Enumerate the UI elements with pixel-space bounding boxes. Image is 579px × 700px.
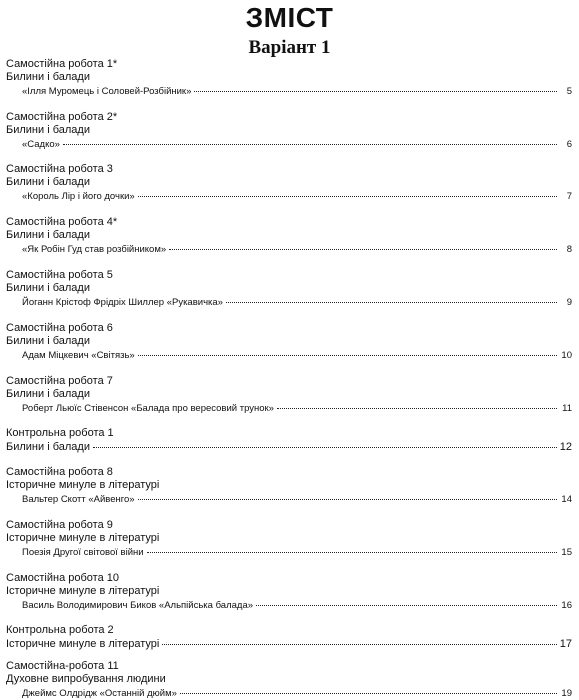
entry-section: Билини і балади bbox=[6, 388, 90, 400]
entry-heading: Самостійна робота 5 bbox=[6, 269, 113, 281]
entry-page-number: 12 bbox=[559, 441, 572, 453]
entry-heading: Самостійна-робота 11 bbox=[6, 660, 119, 672]
entry-heading: Самостійна робота 3 bbox=[6, 163, 113, 175]
entry-page-number: 17 bbox=[559, 638, 572, 650]
dot-leader bbox=[194, 91, 557, 92]
entry-section: Духовне випробування людини bbox=[6, 673, 166, 685]
dot-leader bbox=[180, 693, 557, 694]
entry-page-number: 6 bbox=[566, 139, 572, 150]
entry-item-text: Василь Володимирович Биков «Альпійська балада» bbox=[22, 600, 254, 611]
entry-section: Билини і балади bbox=[6, 282, 90, 294]
toc-entry bbox=[6, 58, 572, 98]
entry-page-number: 9 bbox=[566, 297, 572, 308]
entry-heading: Контрольна робота 2 bbox=[6, 624, 114, 636]
entry-heading: Самостійна робота 9 bbox=[6, 519, 113, 531]
toc-entry bbox=[6, 163, 572, 203]
entry-section: Билини і балади bbox=[6, 229, 90, 241]
dot-leader bbox=[226, 302, 557, 303]
entry-item[interactable] bbox=[6, 687, 572, 700]
toc-entry bbox=[6, 572, 572, 612]
dot-leader bbox=[63, 144, 557, 145]
entry-page-number: 11 bbox=[562, 403, 572, 414]
entry-item-text: Роберт Льюїс Стівенсон «Балада про вересовий трунок» bbox=[22, 403, 274, 414]
entry-section: Билини і балади bbox=[6, 71, 90, 83]
entry-item-text: Поезія Другої світової війни bbox=[22, 547, 144, 558]
dot-leader bbox=[277, 408, 557, 409]
entry-item-text: «Як Робін Гуд став розбійником» bbox=[22, 244, 167, 255]
entry-page-number: 19 bbox=[561, 688, 572, 699]
entry-item[interactable] bbox=[6, 349, 572, 362]
entry-item[interactable] bbox=[6, 402, 572, 415]
entry-heading: Самостійна робота 4* bbox=[6, 216, 118, 228]
dot-leader bbox=[138, 196, 557, 197]
toc-entry bbox=[6, 519, 572, 559]
entry-page-number: 5 bbox=[566, 86, 572, 97]
dot-leader bbox=[138, 499, 557, 500]
dot-leader bbox=[256, 605, 557, 606]
variant-subtitle: Варіант 1 bbox=[248, 37, 331, 58]
entry-item-text: «Садко» bbox=[22, 139, 60, 150]
entry-page-number: 16 bbox=[561, 600, 572, 611]
entry-section: Билини і балади bbox=[6, 335, 90, 347]
toc-entry bbox=[6, 375, 572, 415]
entry-heading: Самостійна робота 6 bbox=[6, 322, 113, 334]
entry-page-number: 14 bbox=[561, 494, 572, 505]
toc-entry bbox=[6, 660, 572, 700]
entry-heading: Самостійна робота 7 bbox=[6, 375, 113, 387]
dot-leader bbox=[93, 447, 557, 448]
entry-item[interactable] bbox=[6, 85, 572, 98]
entry-heading: Контрольна робота 1 bbox=[6, 427, 114, 439]
entry-heading: Самостійна робота 10 bbox=[6, 572, 119, 584]
entry-page-number: 10 bbox=[561, 350, 572, 361]
entry-item[interactable] bbox=[6, 441, 572, 454]
entry-heading: Самостійна робота 8 bbox=[6, 466, 113, 478]
dot-leader bbox=[162, 644, 556, 645]
dot-leader bbox=[138, 355, 557, 356]
entry-item[interactable] bbox=[6, 190, 572, 203]
entry-page-number: 15 bbox=[561, 547, 572, 558]
entry-page-number: 8 bbox=[566, 244, 572, 255]
entry-section: Історичне минуле в літературі bbox=[6, 479, 160, 491]
dot-leader bbox=[169, 249, 557, 250]
entry-heading: Самостійна робота 2* bbox=[6, 111, 118, 123]
toc-entry bbox=[6, 466, 572, 506]
entry-item[interactable] bbox=[6, 546, 572, 559]
entry-item[interactable] bbox=[6, 493, 572, 506]
toc-entry bbox=[6, 269, 572, 309]
entry-item-text: «Король Лір і його дочки» bbox=[22, 191, 135, 202]
entry-item[interactable] bbox=[6, 638, 572, 651]
toc-entry bbox=[6, 111, 572, 151]
toc-entry bbox=[6, 624, 572, 651]
entry-page-number: 7 bbox=[566, 191, 572, 202]
entry-section: Історичне минуле в літературі bbox=[6, 532, 160, 544]
entry-section: Билини і балади bbox=[6, 176, 90, 188]
entry-heading: Самостійна робота 1* bbox=[6, 58, 118, 70]
toc-entry bbox=[6, 322, 572, 362]
entry-section: Билини і балади bbox=[6, 124, 90, 136]
entry-item-text: Адам Міцкевич «Світязь» bbox=[22, 350, 135, 361]
entry-item-text: Джеймс Олдрідж «Останній дюйм» bbox=[22, 688, 177, 699]
dot-leader bbox=[147, 552, 557, 553]
entry-item[interactable] bbox=[6, 599, 572, 612]
entry-item[interactable] bbox=[6, 243, 572, 256]
toc-entry bbox=[6, 427, 572, 454]
entry-section: Історичне минуле в літературі bbox=[6, 585, 160, 597]
entry-item[interactable] bbox=[6, 138, 572, 151]
entry-item-text: Йоганн Крістоф Фрідріх Шиллер «Рукавичка» bbox=[22, 297, 223, 308]
page-title: ЗМІСТ bbox=[245, 2, 334, 33]
toc-entry bbox=[6, 216, 572, 256]
entry-item-text: Билини і балади bbox=[6, 441, 90, 453]
entry-item-text: Історичне минуле в літературі bbox=[6, 638, 160, 650]
entry-item-text: «Ілля Муромець і Соловей-Розбійник» bbox=[22, 86, 192, 97]
entry-item-text: Вальтер Скотт «Айвенго» bbox=[22, 494, 135, 505]
entry-item[interactable] bbox=[6, 296, 572, 309]
